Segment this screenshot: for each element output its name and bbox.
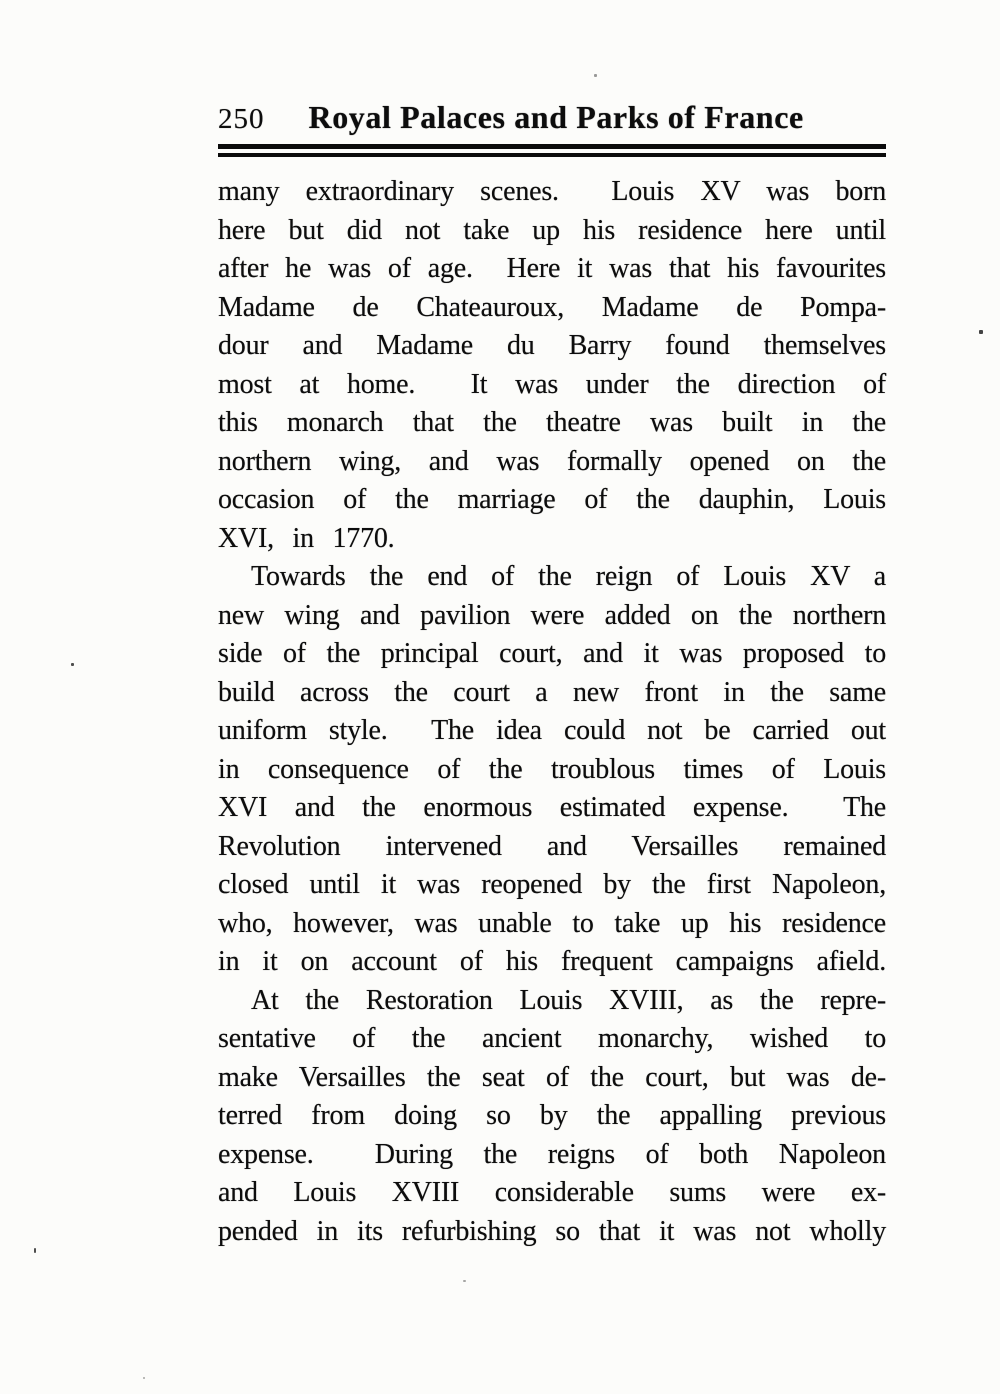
text-line: who, however, was unable to take up his residence: [218, 907, 886, 939]
text-line: Towards the end of the reign of Louis XV a: [251, 561, 886, 592]
scan-speck: [143, 1377, 145, 1379]
body-text: [218, 173, 886, 1251]
text-line: here but did not take up his residence here until: [218, 214, 886, 246]
scan-speck: [594, 74, 597, 77]
scan-speck: [71, 663, 74, 666]
text-line: At the Restoration Louis XVIII, as the repre-: [251, 984, 886, 1016]
text-line: dour and Madame du Barry found themselves: [218, 330, 886, 361]
text-line: Revolution intervened and Versailles remained: [218, 830, 886, 862]
text-line: many extraordinary scenes. Louis XV was born: [218, 176, 886, 207]
text-line: make Versailles the seat of the court, but was de-: [218, 1061, 886, 1093]
page-content: [218, 99, 886, 1251]
text-line: expense. During the reigns of both Napoleon: [218, 1138, 886, 1170]
scan-speck: [463, 1280, 466, 1282]
text-line: after he was of age. Here it was that his favourites: [218, 253, 886, 284]
header-double-rule: [218, 144, 886, 157]
text-line: this monarch that the theatre was built in the: [218, 407, 886, 438]
text-line: pended in its refurbishing so that it was not wholly: [218, 1215, 886, 1247]
text-line: uniform style. The idea could not be carried out: [218, 715, 886, 746]
scan-speck: [979, 330, 983, 334]
text-line: most at home. It was under the direction of: [218, 368, 886, 400]
text-line: XVI and the enormous estimated expense. The: [218, 792, 886, 823]
text-line: and Louis XVIII considerable sums were ex-: [218, 1177, 886, 1208]
text-line: terred from doing so by the appalling previous: [218, 1100, 886, 1131]
scan-speck: [34, 1248, 36, 1253]
text-line: XVI, in 1770.: [218, 522, 395, 554]
running-head: [218, 99, 886, 136]
text-line: in it on account of his frequent campaigns afield.: [218, 946, 886, 977]
text-line: side of the principal court, and it was proposed to: [218, 638, 886, 669]
text-line: new wing and pavilion were added on the northern: [218, 599, 886, 631]
text-line: sentative of the ancient monarchy, wished to: [218, 1023, 886, 1054]
text-line: closed until it was reopened by the first Napoleon,: [218, 869, 886, 900]
text-line: build across the court a new front in the same: [218, 676, 886, 708]
page-title: Royal Palaces and Parks of France: [308, 99, 804, 135]
text-line: northern wing, and was formally opened on the: [218, 445, 886, 477]
page-number: 250: [218, 103, 265, 135]
text-line: occasion of the marriage of the dauphin, Louis: [218, 484, 886, 515]
text-line: Madame de Chateauroux, Madame de Pompa-: [218, 291, 886, 323]
text-line: in consequence of the troublous times of Louis: [218, 753, 886, 785]
